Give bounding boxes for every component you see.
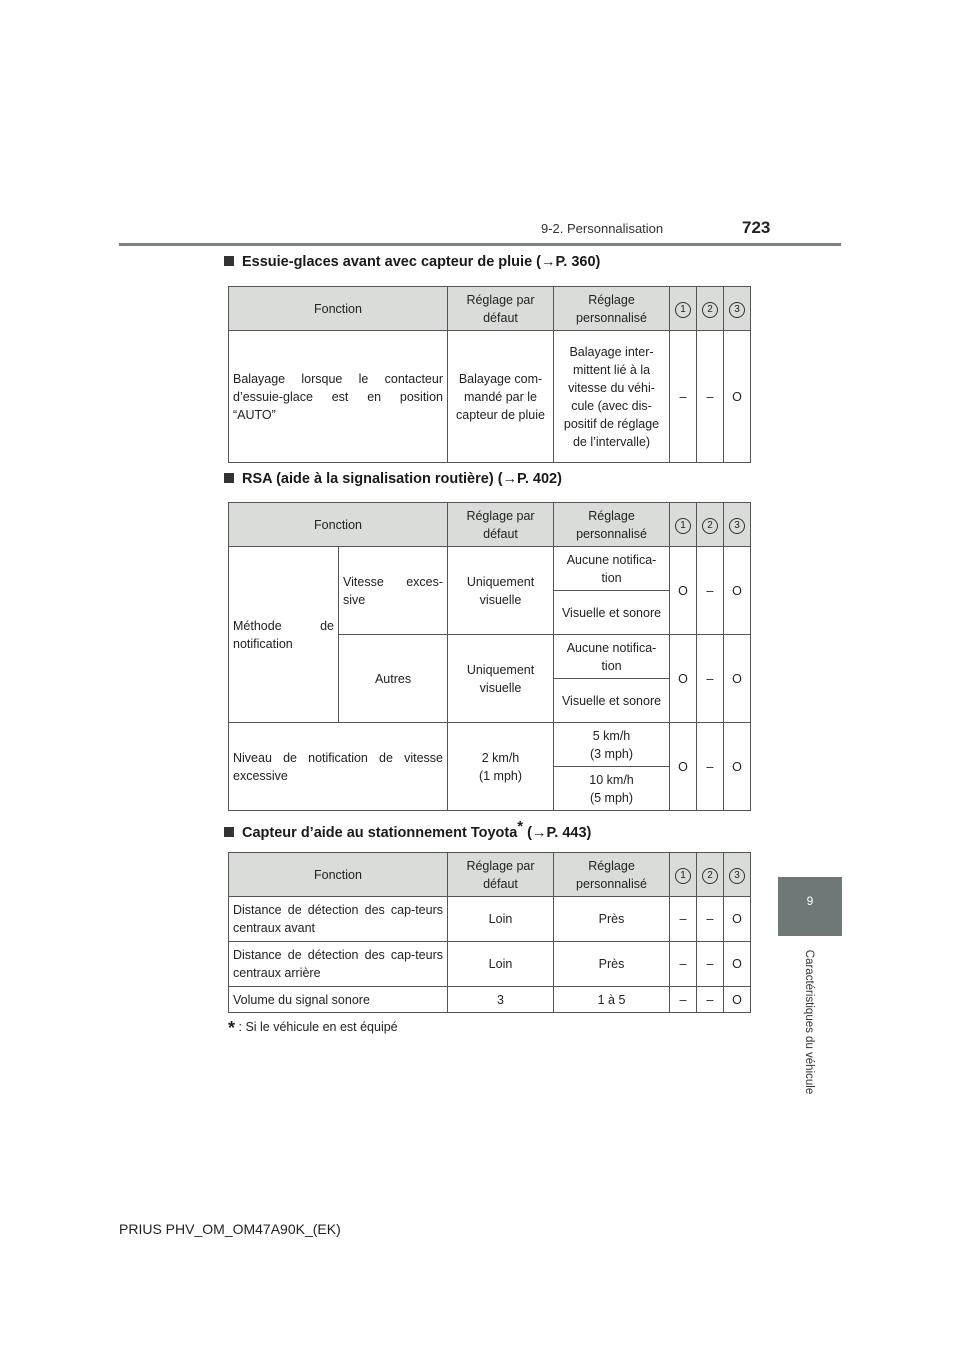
table-row: Visuelle et sonore xyxy=(229,591,751,635)
col-fonction: Fonction xyxy=(229,287,448,331)
footnote-star: * xyxy=(517,818,524,835)
table-header-row: Fonction Réglage par défaut Réglage personnalisé 1 2 3 xyxy=(229,503,751,547)
table-row: Autres Uniquement visuelle Aucune notifica-tion O – O xyxy=(229,635,751,679)
chapter-label: Caractéristiques du véhicule xyxy=(803,949,815,1095)
footnote-star: * xyxy=(228,1018,236,1038)
circled-2-icon: 2 xyxy=(702,302,718,318)
circled-1-icon: 1 xyxy=(675,868,691,884)
table-header-row: Fonction Réglage par défaut Réglage personnalisé 1 2 3 xyxy=(229,853,751,897)
header-divider xyxy=(119,243,841,246)
section-title-parking: Capteur d’aide au stationnement Toyota* (→P. 443) xyxy=(224,818,591,841)
document-code: PRIUS PHV_OM_OM47A90K_(EK) xyxy=(119,1221,341,1237)
circled-3-icon: 3 xyxy=(729,518,745,534)
chapter-tab xyxy=(778,877,842,936)
rsa-table xyxy=(228,502,751,811)
footnote: * : Si le véhicule en est équipé xyxy=(228,1018,398,1038)
table-row: 10 km/h (5 mph) xyxy=(229,767,751,811)
table-row: Niveau de notification de vitesse excessive 2 km/h (1 mph) 5 km/h (3 mph) O – O xyxy=(229,723,751,767)
arrow-icon: → xyxy=(541,254,556,270)
table-row: Distance de détection des cap-teurs centraux arrière Loin Près – – O xyxy=(229,942,751,987)
arrow-icon: → xyxy=(531,824,547,841)
col-defaut: Réglage par défaut xyxy=(448,287,554,331)
section-title-rsa: RSA (aide à la signalisation routière) (→P. 402) xyxy=(224,471,562,487)
bullet-square-icon xyxy=(224,256,234,266)
circled-3-icon: 3 xyxy=(729,868,745,884)
chapter-number: 9 xyxy=(806,894,814,908)
col-perso: Réglage personnalisé xyxy=(554,287,670,331)
circled-2-icon: 2 xyxy=(702,518,718,534)
wipers-table xyxy=(228,286,751,463)
bullet-square-icon xyxy=(224,473,234,483)
table-row: Méthode de notification Vitesse exces-sive Uniquement visuelle Aucune notifica-tion O – O xyxy=(229,547,751,591)
bullet-square-icon xyxy=(224,827,234,837)
circled-1-icon: 1 xyxy=(675,302,691,318)
circled-3-icon: 3 xyxy=(729,302,745,318)
table-row: Balayage lorsque le contacteur d’essuie-glace est en position “AUTO” Balayage com-mandé par le capteur de pluie Balayage inter-mittent lié à la vitesse du véhi-cule (avec dis-positif de réglage de l’intervalle) – – O xyxy=(229,331,751,463)
section-title-wipers: Essuie-glaces avant avec capteur de pluie (→P. 360) xyxy=(224,254,600,270)
table-row: Visuelle et sonore xyxy=(229,679,751,723)
arrow-icon: → xyxy=(502,471,518,487)
section-header: 9-2. Personnalisation xyxy=(541,221,664,236)
table-row: Volume du signal sonore 3 1 à 5 – – O xyxy=(229,987,751,1013)
circled-1-icon: 1 xyxy=(675,518,691,534)
page-number: 723 xyxy=(742,218,771,237)
circled-2-icon: 2 xyxy=(702,868,718,884)
parking-table xyxy=(228,852,751,1013)
table-header-row xyxy=(229,287,751,331)
table-row: Distance de détection des cap-teurs centraux avant Loin Près – – O xyxy=(229,897,751,942)
